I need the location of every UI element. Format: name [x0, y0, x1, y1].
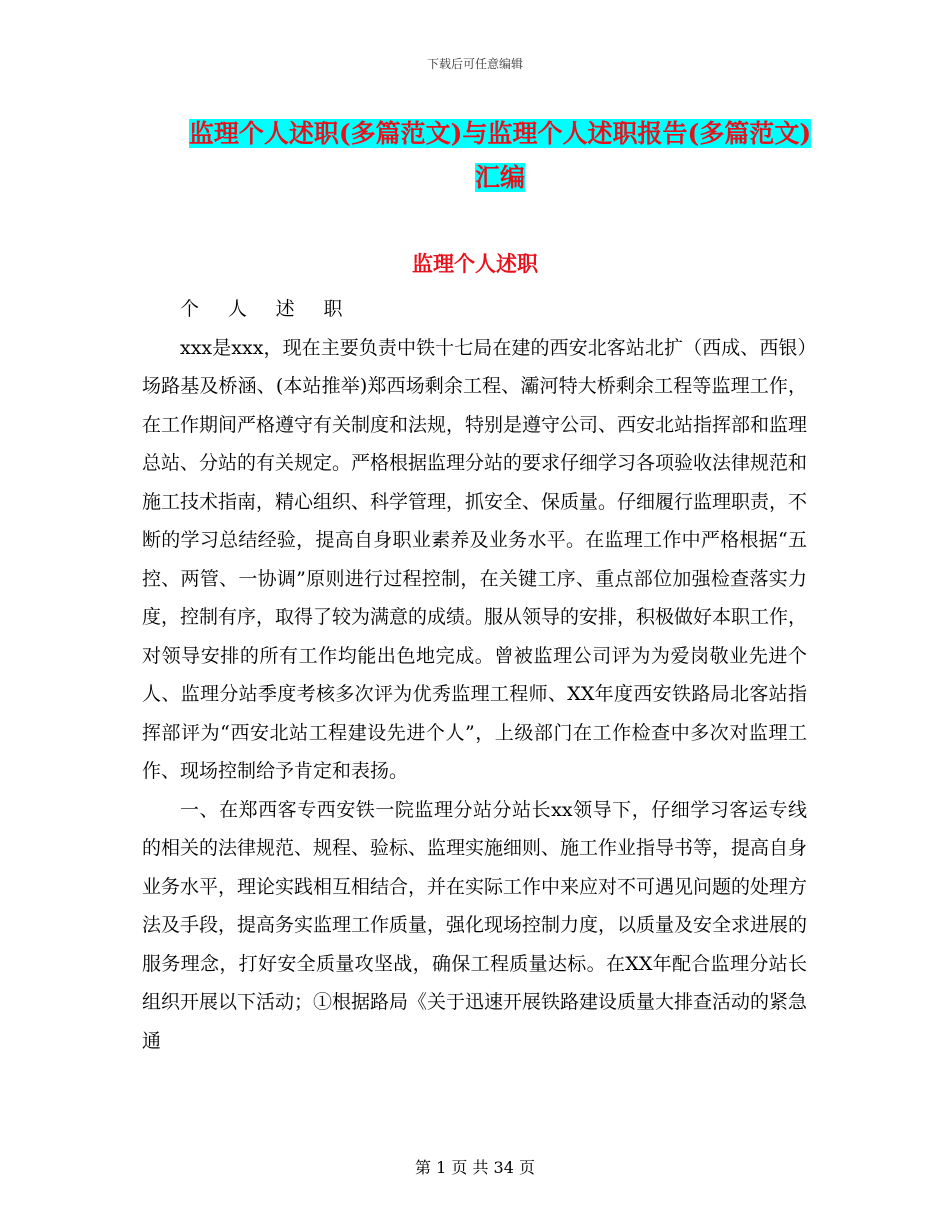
paragraph-2: 一、在郑西客专西安铁一院监理分站分站长xx领导下，仔细学习客运专线的相关的法律规范、规程、验标、监理实施细则、施工作业指导书等，提高自身业务水平，理论实践相互相结合，并在实际工作中来应对不可遇见问题的处理方法及手段，提高务实监理工作质量，强化现场控制力度，以质量及安全求进展的服务理念，打好安全质量攻坚战，确保工程质量达标。在XX年配合监理分站长组织开展以下活动；①根据路局《关于迅速开展铁路建设质量大排查活动的紧急通: [142, 798, 808, 1052]
subhead: 个 人 述 职: [180, 298, 354, 320]
document-title: [180, 112, 820, 200]
page-footer: 第 1 页 共 34 页: [415, 1158, 535, 1177]
header-note: 下载后可任意编辑: [426, 57, 523, 71]
paragraph-1: xxx是xxx，现在主要负责中铁十七局在建的西安北客站北扩（西成、西银）场路基及桥涵、(本站推举)郑西场剩余工程、灞河特大桥剩余工程等监理工作，在工作期间严格遵守有关制度和法规，特别是遵守公司、西安北站指挥部和监理总站、分站的有关规定。严格根据监理分站的要求仔细学习各项验收法律规范和施工技术指南，精心组织、科学管理，抓安全、保质量。仔细履行监理职责，不断的学习总结经验，提高自身职业素养及业务水平。在监理工作中严格根据“五控、两管、一协调”原则进行过程控制，在关键工序、重点部位加强检查落实力度，控制有序，取得了较为满意的成绩。服从领导的安排，积极做好本职工作，对领导安排的所有工作均能出色地完成。曾被监理公司评为为爱岗敬业先进个人、监理分站季度考核多次评为优秀监理工程师、XX年度西安铁路局北客站指挥部评为“西安北站工程建设先进个人”，上级部门在工作检查中多次对监理工作、现场控制给予肯定和表扬。: [142, 336, 808, 782]
document-body: [142, 290, 807, 1060]
document-title-text: 监理个人述职(多篇范文)与监理个人述职报告(多篇范文)汇编: [188, 119, 812, 192]
section-title: 监理个人述职: [412, 251, 538, 276]
